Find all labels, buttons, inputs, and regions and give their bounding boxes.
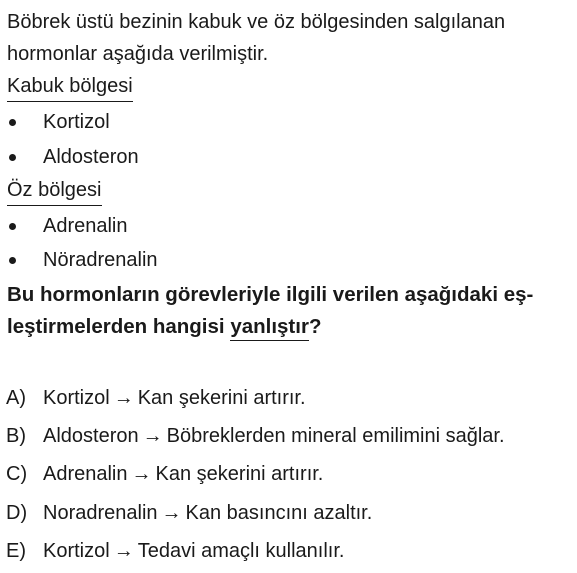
- question-prefix: leştirmelerden hangisi: [7, 315, 231, 338]
- bullet-icon: [9, 257, 16, 264]
- arrow-icon: →: [131, 463, 152, 485]
- option-right: Kan şekerini artırır.: [155, 463, 324, 485]
- medulla-item: Nöradrenalin: [43, 249, 158, 271]
- option-left: Adrenalin: [43, 463, 128, 485]
- intro-line-2: hormonlar aşağıda verilmiştir.: [7, 43, 269, 65]
- arrow-icon: →: [161, 502, 182, 524]
- question-suffix: ?: [308, 315, 322, 338]
- cortex-heading-wrap: [7, 74, 133, 102]
- bullet-icon: [9, 119, 16, 126]
- question-line-2: [7, 315, 321, 341]
- question-emphasis: yanlıştır: [230, 315, 309, 341]
- cortex-item: Kortizol: [43, 111, 110, 133]
- medulla-item: Adrenalin: [43, 215, 128, 237]
- option-letter: E): [6, 540, 26, 562]
- option-letter: C): [6, 463, 28, 485]
- medulla-heading-wrap: [7, 178, 102, 206]
- cortex-heading: Kabuk bölgesi: [7, 74, 133, 102]
- option-text: [43, 462, 323, 486]
- option-left: Noradrenalin: [43, 502, 158, 524]
- option-text: [43, 501, 372, 525]
- intro-line-1: Böbrek üstü bezinin kabuk ve öz bölgesinden salgılanan: [7, 11, 506, 33]
- option-left: Kortizol: [43, 540, 110, 562]
- option-left: Kortizol: [43, 387, 110, 409]
- option-left: Aldosteron: [43, 425, 139, 447]
- option-text: [43, 424, 505, 448]
- bullet-icon: [9, 154, 16, 161]
- option-right: Tedavi amaçlı kullanılır.: [137, 540, 345, 562]
- option-letter: A): [6, 387, 26, 409]
- option-right: Böbreklerden mineral emilimini sağlar.: [166, 425, 505, 447]
- option-letter: D): [6, 502, 28, 524]
- arrow-icon: →: [113, 540, 134, 562]
- question-line-1: Bu hormonların görevleriyle ilgili verilen aşağıdaki eş-: [7, 283, 534, 306]
- option-right: Kan basıncını azaltır.: [185, 502, 373, 524]
- option-letter: B): [6, 425, 26, 447]
- option-text: [43, 539, 344, 563]
- cortex-item: Aldosteron: [43, 146, 139, 168]
- arrow-icon: →: [113, 387, 134, 409]
- medulla-heading: Öz bölgesi: [7, 178, 102, 206]
- option-text: [43, 386, 306, 410]
- option-right: Kan şekerini artırır.: [137, 387, 306, 409]
- arrow-icon: →: [142, 425, 163, 447]
- bullet-icon: [9, 223, 16, 230]
